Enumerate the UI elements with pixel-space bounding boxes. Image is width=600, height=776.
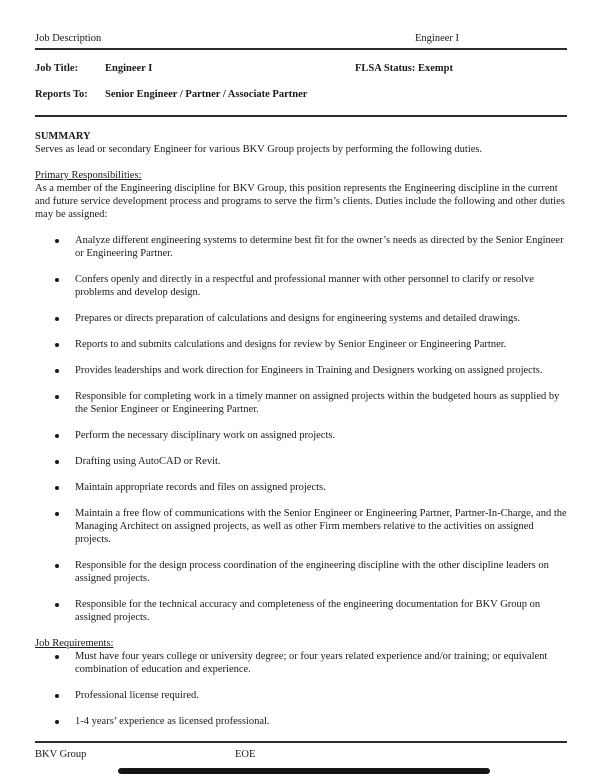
responsibility-text: Reports to and submits calculations and designs for review by Senior Engineer or Engineering Partner. (75, 339, 507, 350)
responsibility-text: Confers openly and directly in a respectful and professional manner with other personnel to clarify or resolve problems and develop design. (75, 274, 534, 298)
responsibility-item (55, 390, 567, 416)
responsibility-text: Drafting using AutoCAD or Revit. (75, 456, 221, 467)
bullet-dot-icon (55, 364, 75, 377)
header-divider (35, 48, 567, 50)
bullet-dot-icon (55, 312, 75, 325)
responsibility-item (55, 364, 567, 377)
bullet-dot-icon (55, 390, 75, 416)
summary-heading: SUMMARY (35, 131, 91, 142)
responsibility-item (55, 312, 567, 325)
flsa-status: FLSA Status: Exempt (355, 63, 454, 74)
bullet-dot-icon (55, 715, 75, 728)
footer-row (35, 748, 567, 761)
primary-responsibilities-section (35, 169, 567, 624)
header-doc-name: Engineer I (415, 33, 460, 44)
bullet-dot-icon (55, 650, 75, 676)
responsibility-text: Maintain appropriate records and files on assigned projects. (75, 482, 326, 493)
responsibility-text: Responsible for the design process coordination of the engineering discipline with the other discipline leaders on assigned projects. (75, 560, 549, 584)
bullet-dot-icon (55, 598, 75, 624)
footer-divider (35, 741, 567, 743)
reports-to-value: Senior Engineer / Partner / Associate Partner (105, 89, 308, 100)
requirement-text: 1-4 years’ experience as licensed professional. (75, 716, 270, 727)
primary-responsibilities-intro: As a member of the Engineering discipline for BKV Group, this position represents the Engineering discipline in the current and future service development process and programs to serve the firm’s clients. Duties include the following and other duties may be assigned: (35, 183, 565, 220)
title-block (35, 62, 567, 101)
bullet-dot-icon (55, 507, 75, 546)
responsibility-item (55, 273, 567, 299)
footer-eoe: EOE (235, 748, 256, 760)
bullet-dot-icon (55, 429, 75, 442)
bottom-indicator-bar (118, 768, 490, 774)
document-footer (35, 741, 567, 761)
responsibility-text: Provides leaderships and work direction for Engineers in Training and Designers working on assigned projects. (75, 365, 543, 376)
job-requirements-section (35, 637, 567, 728)
primary-responsibilities-heading: Primary Responsibilities: (35, 170, 142, 181)
reports-to-row (35, 88, 567, 101)
responsibility-text: Maintain a free flow of communications with the Senior Engineer or Engineering Partner, Partner-In-Charge, and the Managing Architect on assigned projects, as well as other Firm members relative to the activities on assigned projects. (75, 508, 567, 545)
bullet-dot-icon (55, 234, 75, 260)
document-header (35, 32, 567, 50)
bullet-dot-icon (55, 559, 75, 585)
bullet-dot-icon (55, 455, 75, 468)
header-row (35, 32, 567, 45)
reports-to-label: Reports To: (35, 89, 88, 100)
responsibility-text: Prepares or directs preparation of calculations and designs for engineering systems and detailed drawings. (75, 313, 520, 324)
responsibility-item (55, 234, 567, 260)
title-block-divider (35, 115, 567, 117)
job-title-label: Job Title: (35, 63, 79, 74)
bullet-dot-icon (55, 481, 75, 494)
responsibilities-list (55, 234, 567, 624)
responsibility-item (55, 559, 567, 585)
requirements-list (55, 650, 567, 728)
job-requirements-heading: Job Requirements: (35, 638, 114, 649)
job-title-row (35, 62, 567, 75)
requirement-text: Must have four years college or university degree; or four years related experience and/or training; or equivalent combination of education and experience. (75, 651, 548, 675)
requirement-text: Professional license required. (75, 690, 199, 701)
footer-company: BKV Group (35, 748, 87, 760)
bullet-dot-icon (55, 689, 75, 702)
responsibility-text: Responsible for the technical accuracy and completeness of the engineering documentation for BKV Group on assigned projects. (75, 599, 541, 623)
requirement-item (55, 650, 567, 676)
responsibility-text: Analyze different engineering systems to determine best fit for the owner’s needs as directed by the Senior Engineer or Engineering Partner. (75, 235, 564, 259)
requirement-item (55, 715, 567, 728)
summary-body: Serves as lead or secondary Engineer for various BKV Group projects by performing the following duties. (35, 144, 483, 155)
requirement-item (55, 689, 567, 702)
responsibility-item (55, 507, 567, 546)
responsibility-text: Responsible for completing work in a timely manner on assigned projects within the budgeted hours as supplied by the Senior Engineer or Engineering Partner. (75, 391, 560, 415)
responsibility-item (55, 338, 567, 351)
summary-section (35, 130, 567, 156)
header-doc-type: Job Description (35, 33, 102, 44)
responsibility-text: Perform the necessary disciplinary work on assigned projects. (75, 430, 336, 441)
responsibility-item (55, 455, 567, 468)
job-title-value: Engineer I (105, 63, 153, 74)
job-description-document (35, 32, 567, 761)
responsibility-item (55, 598, 567, 624)
responsibility-item (55, 429, 567, 442)
bullet-dot-icon (55, 338, 75, 351)
bullet-dot-icon (55, 273, 75, 299)
responsibility-item (55, 481, 567, 494)
